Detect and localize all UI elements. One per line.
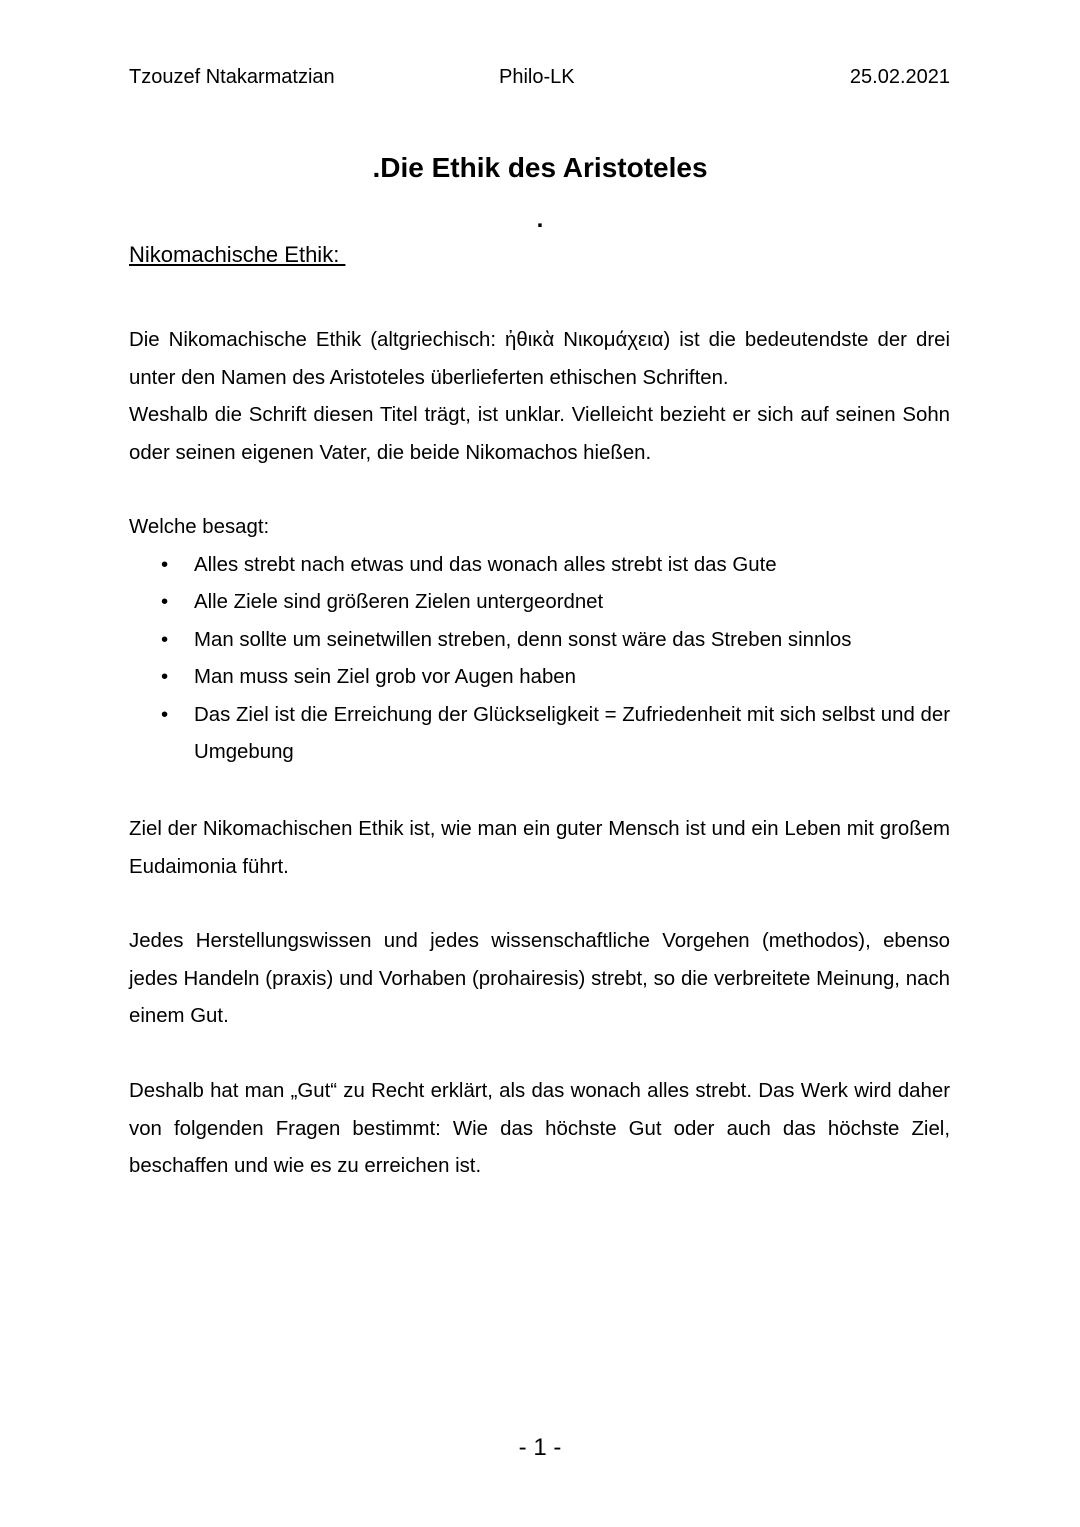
list-item xyxy=(129,622,950,660)
header-author: Tzouzef Ntakarmatzian xyxy=(129,66,335,88)
title-dot: . xyxy=(536,206,544,233)
list-item-text: Alles strebt nach etwas und das wonach alles strebt ist das Gute xyxy=(194,553,777,576)
bullet-icon: • xyxy=(161,628,169,651)
paragraph-text: Jedes Herstellungswissen und jedes wissenschaftliche Vorgehen (methodos), ebenso jedes Handeln (praxis) und Vorhaben (prohairesis) strebt, so die verbreitete Meinung, nach einem Gut. xyxy=(129,930,950,1027)
intro-line-2: Weshalb die Schrift diesen Titel trägt, ist unklar. Vielleicht bezieht er sich auf seinen Sohn oder seinen eigenen Vater, die beide Nikomachos hießen. xyxy=(129,404,950,464)
bullet-list xyxy=(129,547,950,772)
intro-paragraph xyxy=(129,322,950,472)
bullet-icon: • xyxy=(161,591,169,613)
page-number: - 1 - xyxy=(518,1434,562,1461)
list-item-text: Man muss sein Ziel grob vor Augen haben xyxy=(194,666,576,688)
section-heading: Nikomachische Ethik: xyxy=(129,242,346,267)
intro-line-1: Die Nikomachische Ethik (altgriechisch: ἠθικὰ Νικομάχεια) ist die bedeutendste der drei unter den Namen des Aristoteles überlieferten ethischen Schriften. xyxy=(129,329,950,389)
list-item xyxy=(129,584,950,622)
paragraph-text: Ziel der Nikomachischen Ethik ist, wie man ein guter Mensch ist und ein Leben mit großem Eudaimonia führt. xyxy=(129,818,950,878)
bullet-icon: • xyxy=(161,703,169,726)
bullet-section xyxy=(129,509,950,772)
list-item-text: Man sollte um seinetwillen streben, denn sonst wäre das Streben sinnlos xyxy=(194,628,852,651)
header-date: 25.02.2021 xyxy=(849,66,950,88)
list-item-text: Alle Ziele sind größeren Zielen untergeordnet xyxy=(194,591,604,613)
paragraph-knowledge xyxy=(129,923,950,1036)
paragraph-goal xyxy=(129,811,950,886)
list-item-text: Das Ziel ist die Erreichung der Glückseligkeit = Zufriedenheit mit sich selbst und der Umgebung xyxy=(194,703,950,763)
list-intro: Welche besagt: xyxy=(129,516,270,538)
paragraph-good xyxy=(129,1073,950,1186)
document-title: .Die Ethik des Aristoteles xyxy=(372,152,708,183)
list-item xyxy=(129,659,950,697)
list-item xyxy=(129,697,950,772)
paragraph-text: Deshalb hat man „Gut“ zu Recht erklärt, als das wonach alles strebt. Das Werk wird daher von folgenden Fragen bestimmt: Wie das höchste Gut oder auch das höchste Ziel, beschaffen und wie es zu erreichen ist. xyxy=(129,1080,950,1177)
bullet-icon: • xyxy=(161,553,169,576)
bullet-icon: • xyxy=(161,666,169,688)
header-course: Philo-LK xyxy=(499,66,575,88)
list-item xyxy=(129,547,950,585)
